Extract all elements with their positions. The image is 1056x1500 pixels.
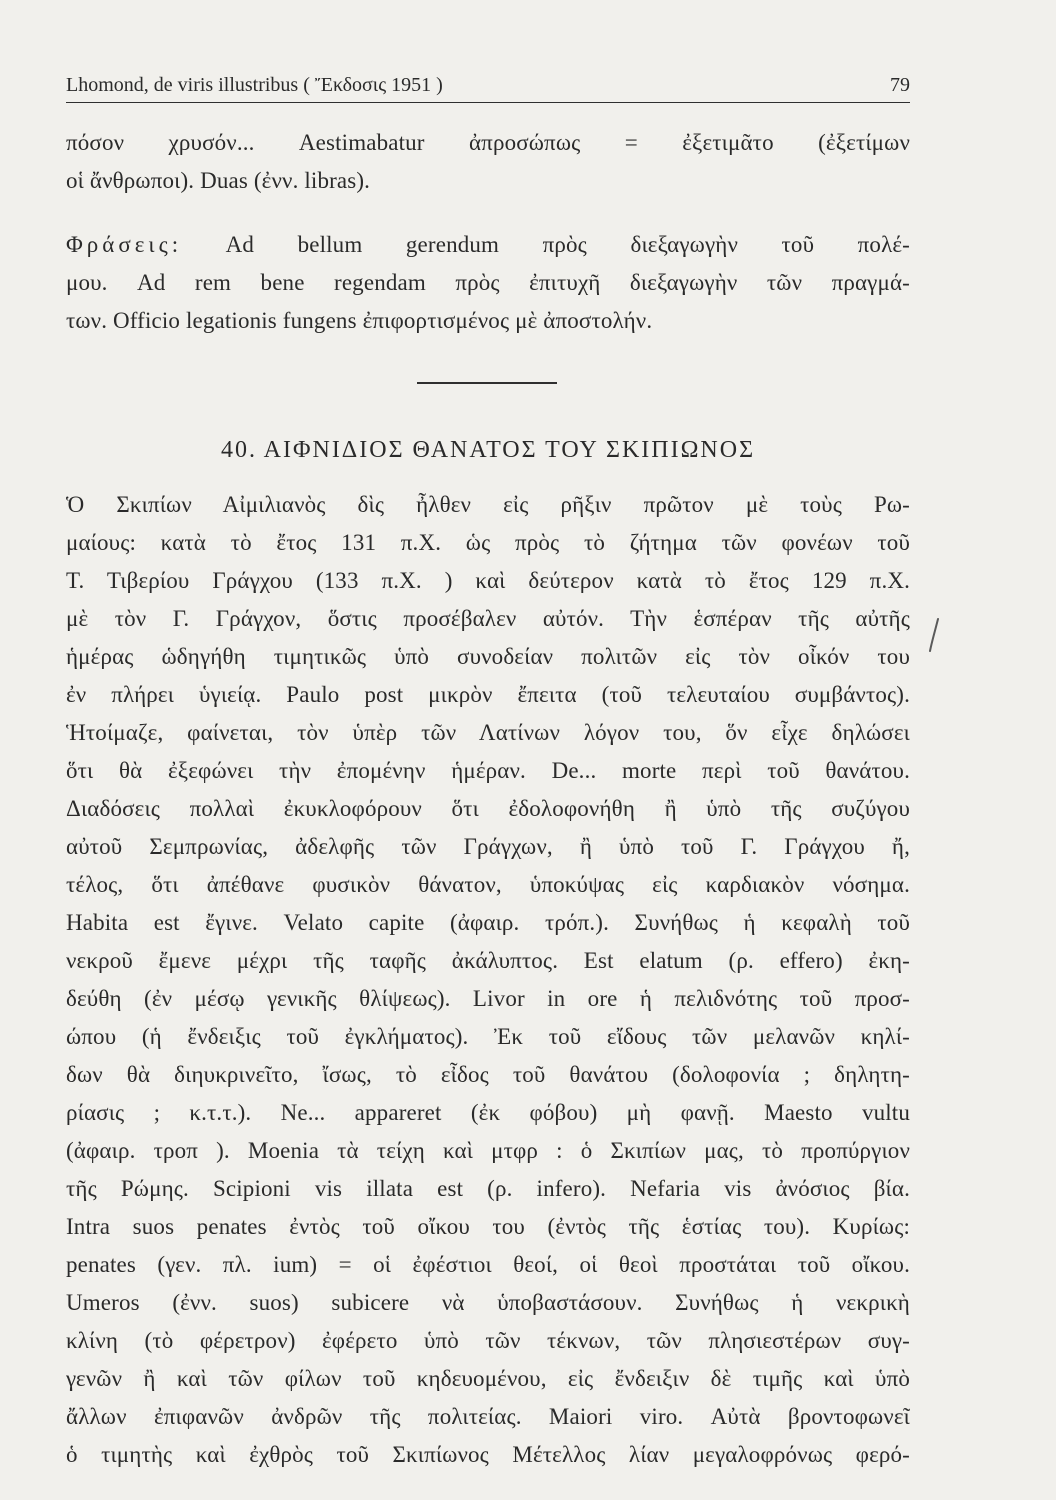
text-line: δων θὰ διηυκρινεῖτο, ἴσως, τὸ εἶδος τοῦ θανάτου (δολοφονία ; δηλητη- bbox=[66, 1062, 910, 1087]
text-line bbox=[66, 226, 910, 264]
text-line: penates (γεν. πλ. ium) = οἱ ἐφέστιοι θεοί, οἱ θεοὶ προστάται τοῦ οἴκου. bbox=[66, 1252, 910, 1277]
running-title: Lhomond, de viris illustribus ( Ἔκδοσις 1951 ) bbox=[66, 74, 443, 96]
text-line: δεύθη (ἐν μέσῳ γενικῆς θλίψεως). Livor in ore ἡ πελιδνότης τοῦ προσ- bbox=[66, 986, 910, 1011]
text-line: ἄλλων ἐπιφανῶν ἀνδρῶν τῆς πολιτείας. Maiori viro. Αὐτὰ βροντοφωνεῖ bbox=[66, 1404, 910, 1429]
text-line: ὅτι θὰ ἐξεφώνει τὴν ἐπομένην ἡμέραν. De... morte περὶ τοῦ θανάτου. bbox=[66, 758, 910, 783]
text-line: τῆς Ρώμης. Scipioni vis illata est (ρ. infero). Nefaria vis ἀνόσιος βία. bbox=[66, 1176, 910, 1201]
text-line: ἡμέρας ὡδηγήθη τιμητικῶς ὑπὸ συνοδείαν πολιτῶν εἰς τὸν οἶκόν του bbox=[66, 644, 910, 669]
text-line: ἐν πλήρει ὑγιείᾳ. Paulo post μικρὸν ἔπειτα (τοῦ τελευταίου συμβάντος). bbox=[66, 682, 910, 707]
section-separator bbox=[417, 382, 557, 384]
phrases-label: Φράσεις: bbox=[66, 232, 183, 257]
text-line: Umeros (ἐνν. suos) subicere νὰ ὑποβαστάσουν. Συνήθως ἡ νεκρικὴ bbox=[66, 1290, 910, 1315]
text-line: Habita est ἔγινε. Velato capite (ἀφαιρ. τρόπ.). Συνήθως ἡ κεφαλὴ τοῦ bbox=[66, 910, 910, 935]
text-line: τέλος, ὅτι ἀπέθανε φυσικὸν θάνατον, ὑποκύψας εἰς καρδιακὸν νόσημα. bbox=[66, 872, 910, 897]
chapter-title: 40. ΑΙΦΝΙΔΙΟΣ ΘΑΝΑΤΟΣ ΤΟΥ ΣΚΙΠΙΩΝΟΣ bbox=[220, 437, 756, 463]
text-line: (ἀφαιρ. τροπ ). Moenia τὰ τείχη καὶ μτφρ : ὁ Σκιπίων μας, τὸ προπύργιον bbox=[66, 1138, 910, 1163]
page-number: 79 bbox=[890, 74, 910, 96]
text-line: Ὁ Σκιπίων Αἰμιλιανὸς δὶς ἦλθεν εἰς ρῆξιν πρῶτον μὲ τοὺς Ρω- bbox=[66, 492, 910, 517]
text-line: αὐτοῦ Σεμπρωνίας, ἀδελφῆς τῶν Γράγχων, ἢ ὑπὸ τοῦ Γ. Γράγχου ἤ, bbox=[66, 834, 910, 859]
running-header bbox=[66, 72, 910, 103]
text-line: ρίασις ; κ.τ.τ.). Ne... appareret (ἐκ φόβου) μὴ φανῇ. Maesto vultu bbox=[66, 1100, 910, 1125]
phrases-line-text: Ad bellum gerendum πρὸς διεξαγωγὴν τοῦ πολέ- bbox=[182, 232, 910, 257]
pencil-margin-mark bbox=[928, 617, 940, 653]
text-line: κλίνη (τὸ φέρετρον) ἐφέρετο ὑπὸ τῶν τέκνων, τῶν πλησιεστέρων συγ- bbox=[66, 1328, 910, 1353]
text-line: Ἡτοίμαζε, φαίνεται, τὸν ὑπὲρ τῶν Λατίνων λόγον του, ὅν εἶχε δηλώσει bbox=[66, 720, 910, 745]
text-line: μαίους: κατὰ τὸ ἔτος 131 π.Χ. ὡς πρὸς τὸ ζήτημα τῶν φονέων τοῦ bbox=[66, 530, 910, 555]
text-line: μου. Ad rem bene regendam πρὸς ἐπιτυχῆ διεξαγωγὴν τῶν πραγμά- bbox=[66, 270, 910, 295]
text-line: νεκροῦ ἔμενε μέχρι τῆς ταφῆς ἀκάλυπτος. Est elatum (ρ. effero) ἐκη- bbox=[66, 948, 910, 973]
text-line: πόσον χρυσόν... Aestimabatur ἀπροσώπως = ἐξετιμᾶτο (ἐξετίμων bbox=[66, 130, 910, 155]
text-line: ὁ τιμητὴς καὶ ἐχθρὸς τοῦ Σκιπίωνος Μέτελλος λίαν μεγαλοφρόνως φερό- bbox=[66, 1442, 910, 1467]
text-line: ώπου (ἡ ἔνδειξις τοῦ ἐγκλήματος). Ἐκ τοῦ εἴδους τῶν μελανῶν κηλί- bbox=[66, 1024, 910, 1049]
text-line: μὲ τὸν Γ. Γράγχον, ὅστις προσέβαλεν αὐτόν. Τὴν ἑσπέραν τῆς αὐτῆς bbox=[66, 606, 910, 631]
intro-paragraph bbox=[66, 124, 910, 200]
phrases-paragraph bbox=[66, 226, 910, 340]
text-line: Intra suos penates ἐντὸς τοῦ οἴκου του (ἐντὸς τῆς ἑστίας του). Κυρίως: bbox=[66, 1214, 910, 1239]
text-line: Τ. Τιβερίου Γράγχου (133 π.Χ. ) καὶ δεύτερον κατὰ τὸ ἔτος 129 π.Χ. bbox=[66, 568, 910, 593]
text-line: οἱ ἄνθρωποι). Duas (ἐνν. libras). bbox=[66, 168, 371, 193]
chapter-body bbox=[66, 486, 910, 1474]
text-line: γενῶν ἢ καὶ τῶν φίλων τοῦ κηδευομένου, εἰς ἔνδειξιν δὲ τιμῆς καὶ ὑπὸ bbox=[66, 1366, 910, 1391]
text-line: Διαδόσεις πολλαὶ ἐκυκλοφόρουν ὅτι ἐδολοφονήθη ἢ ὑπὸ τῆς συζύγου bbox=[66, 796, 910, 821]
text-line: των. Officio legationis fungens ἐπιφορτισμένος μὲ ἀποστολήν. bbox=[66, 308, 653, 333]
